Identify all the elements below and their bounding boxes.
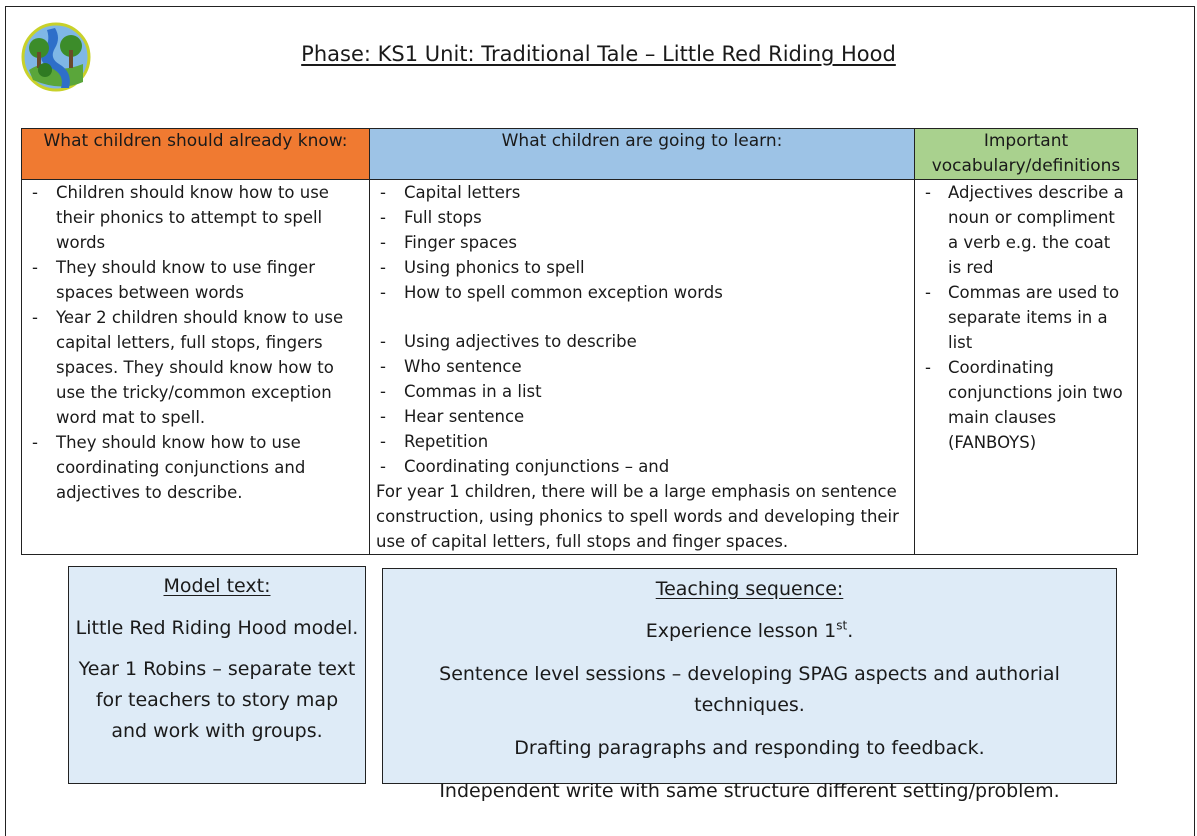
list-item: - Hear sentence <box>370 404 914 429</box>
list-item: - Capital letters <box>370 180 914 205</box>
model-text-line: Year 1 Robins – separate text for teachers to story map and work with groups. <box>78 658 356 742</box>
planning-table <box>21 128 1138 555</box>
list-item: - They should know to use finger spaces between words <box>22 255 369 305</box>
spacer <box>370 305 914 329</box>
vocabulary-list <box>915 180 1137 455</box>
already-know-list <box>22 180 369 505</box>
ordinal-suffix: st <box>836 618 848 633</box>
list-item: - Commas in a list <box>370 379 914 404</box>
vocabulary-cell <box>915 180 1138 555</box>
list-item: - Using phonics to spell <box>370 255 914 280</box>
header-vocabulary: Important vocabulary/definitions <box>915 129 1138 180</box>
header-going-to-learn: What children are going to learn: <box>370 129 915 180</box>
year1-note: For year 1 children, there will be a large emphasis on sentence construction, using phonics to spell words and developing their use of capital letters, full stops and finger spaces. <box>376 482 899 551</box>
list-item: - Finger spaces <box>370 230 914 255</box>
list-item: - Children should know how to use their phonics to attempt to spell words <box>22 180 369 255</box>
list-item: - Full stops <box>370 205 914 230</box>
list-item: - They should know how to use coordinating conjunctions and adjectives to describe. <box>22 430 369 505</box>
teaching-sequence-heading: Teaching sequence: <box>655 578 844 600</box>
sequence-step <box>383 616 1116 647</box>
model-text-heading: Model text: <box>163 575 271 597</box>
page-title: Phase: KS1 Unit: Traditional Tale – Little Red Riding Hood <box>301 42 896 66</box>
model-text-box <box>68 566 366 784</box>
learn-list-a <box>370 180 914 305</box>
model-text-line: Little Red Riding Hood model. <box>75 617 359 639</box>
sequence-step: Independent write with same structure different setting/problem. <box>439 780 1060 802</box>
list-item: - Who sentence <box>370 354 914 379</box>
learn-list-b <box>370 329 914 479</box>
already-know-cell <box>22 180 370 555</box>
sequence-step: Sentence level sessions – developing SPAG aspects and authorial techniques. <box>439 663 1060 716</box>
list-item: - How to spell common exception words <box>370 280 914 305</box>
list-item: - Using adjectives to describe <box>370 329 914 354</box>
list-item: - Commas are used to separate items in a list <box>915 280 1137 355</box>
sequence-step-text: Experience lesson 1 <box>645 620 837 642</box>
teaching-sequence-box <box>382 568 1117 802</box>
list-item: - Coordinating conjunctions join two main clauses (FANBOYS) <box>915 355 1137 455</box>
header-already-know: What children should already know: <box>22 129 370 180</box>
list-item: - Year 2 children should know to use capital letters, full stops, fingers spaces. They should know how to use the tricky/common exception word mat to spell. <box>22 305 369 430</box>
going-to-learn-cell <box>370 180 915 555</box>
list-item: - Coordinating conjunctions – and <box>370 454 914 479</box>
list-item: - Repetition <box>370 429 914 454</box>
list-item: - Adjectives describe a noun or compliment a verb e.g. the coat is red <box>915 180 1137 280</box>
sequence-step-end: . <box>847 620 854 642</box>
sequence-step: Drafting paragraphs and responding to feedback. <box>514 737 985 759</box>
